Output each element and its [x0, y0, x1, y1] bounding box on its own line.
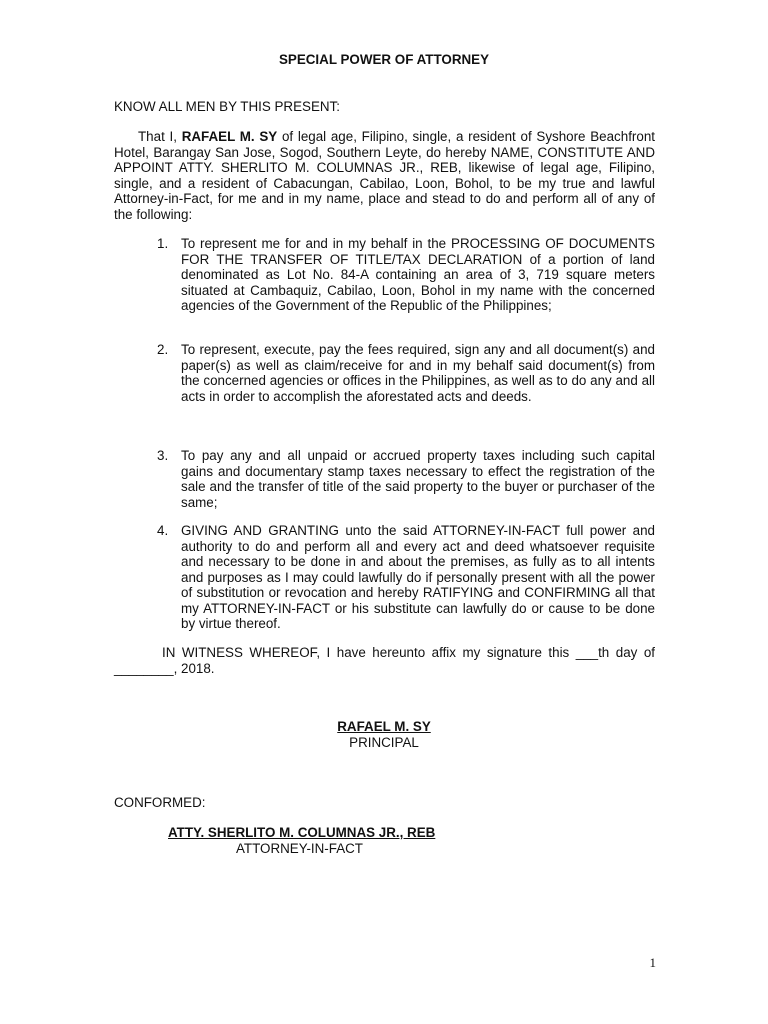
- list-item: [157, 523, 655, 632]
- list-item-number: 2.: [157, 342, 169, 357]
- list-item-text: GIVING AND GRANTING unto the said ATTORNEY-IN-FACT full power and authority to do and perform all and every act and deed whatsoever requisite and necessary to be done in and about the premises, as fully as to all intents and purposes as I may could lawfully do if personally present with all the power of substitution or revocation and hereby RATIFYING and CONFIRMING all that my ATTORNEY-IN-FACT or his substitute can lawfully do or cause to be done by virtue thereof.: [181, 523, 655, 631]
- list-item-text: To pay any and all unpaid or accrued property taxes including such capital gains and documentary stamp taxes necessary to effect the registration of the sale and the transfer of title of the said property to the buyer or purchaser of the same;: [181, 448, 655, 510]
- intro-paragraph: [114, 129, 655, 222]
- principal-name: RAFAEL M. SY: [337, 719, 431, 734]
- principal-role: PRINCIPAL: [349, 734, 419, 750]
- attorney-role: ATTORNEY-IN-FACT: [236, 841, 363, 856]
- page-number: 1: [649, 955, 656, 970]
- witness-paragraph: [114, 645, 655, 676]
- principal-signature-block: [0, 719, 768, 750]
- attorney-name: ATTY. SHERLITO M. COLUMNAS JR., REB: [168, 825, 436, 840]
- salutation: KNOW ALL MEN BY THIS PRESENT:: [114, 99, 340, 114]
- conformed-label: CONFORMED:: [114, 795, 206, 810]
- list-item-number: 4.: [157, 523, 169, 538]
- list-item-text: To represent, execute, pay the fees required, sign any and all document(s) and paper(s) as well as claim/receive for and in my behalf said document(s) from the concerned agencies or offices in the Philippines, as well as to do any and all acts in order to accomplish the aforestated acts and deeds.: [181, 342, 655, 404]
- document-title: SPECIAL POWER OF ATTORNEY: [278, 52, 490, 67]
- list-item: [157, 342, 655, 404]
- intro-body: of legal age, Filipino, single, a resident of Syshore Beachfront Hotel, Barangay San Jose, Sogod, Southern Leyte, do hereby NAME, CONSTITUTE AND APPOINT ATTY. SHERLITO M. COLUMNAS JR., REB, likewise of legal age, Filipino, single, and a resident of Cabacungan, Cabilao, Loon, Bohol, to be my true and lawful Attorney-in-Fact, for me and in my name, place and stead to do and perform all of any of the following:: [114, 129, 655, 222]
- principal-name-inline: RAFAEL M. SY: [181, 129, 278, 144]
- list-item: [157, 236, 655, 314]
- witness-text: IN WITNESS WHEREOF, I have hereunto affix my signature this ___th day of ________, 2018.: [114, 645, 655, 676]
- list-item-number: 3.: [157, 448, 169, 463]
- list-item-number: 1.: [157, 236, 169, 251]
- intro-lead: That I,: [138, 129, 182, 144]
- list-item: [157, 448, 655, 510]
- list-item-text: To represent me for and in my behalf in the PROCESSING OF DOCUMENTS FOR THE TRANSFER OF TITLE/TAX DECLARATION of a portion of land denominated as Lot No. 84-A containing an area of 3, 719 square meters situated at Cambaquiz, Cabilao, Loon, Bohol in my name with the concerned agencies of the Government of the Republic of the Philippines;: [181, 236, 655, 313]
